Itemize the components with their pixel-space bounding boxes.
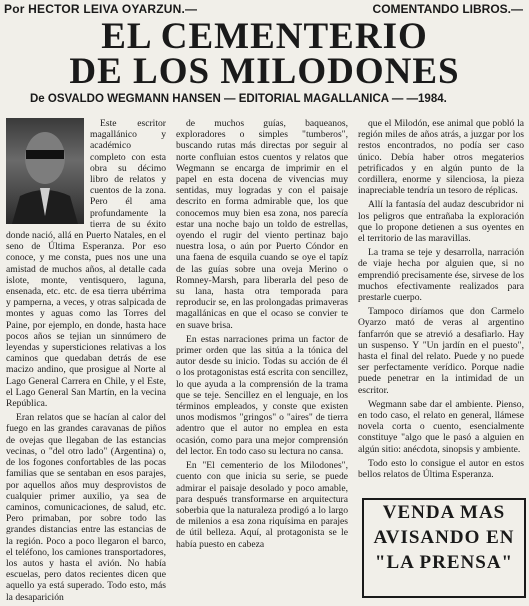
article-column-2	[176, 118, 348, 553]
ad-line-2: AVISANDO EN	[373, 527, 515, 548]
article-paragraph: Wegmann sabe dar el ambiente. Pienso, en todo caso, el relato en general, llámese novela corta o cuento, esencialmente constituye "algo que le pasó a alguien en algún sitio: anécdota, sinopsis y ambiente.	[358, 398, 524, 455]
headline-line-1: EL CEMENTERIO	[101, 16, 428, 57]
advertisement-box	[362, 498, 526, 598]
author-photo	[6, 118, 84, 224]
article-paragraph: En estas narraciones prima un factor de primer orden que las sitúa a la tónica del autor desde su inicio. Todas su acción de él o los protagonistas está escrita con sencillez, lo que ayuda a la comprensión de la trama que se teje. Sencillez en el lenguaje, en los términos empleados, y conste que existen unos modismos "gringos" o "aires" de tierra adentro que el autor no emplea en esta ocasión, como para una mejor comprensión del lector. En todo caso su lectura no cansa.	[176, 333, 348, 457]
ad-line-3: "LA PRENSA"	[374, 552, 514, 573]
article-paragraph: que el Milodón, ese animal que pobló la región miles de años atrás, a juzgar por los restos encontrados, no podía ser caso único. Debía haber otros megaterios petrificados y en algún punto de la cordillera, enorme y silenciosa, la pieza inapreciable tendría un tesoro de réplicas.	[358, 118, 524, 197]
article-paragraph: de muchos guías, baqueanos, exploradores o simples "tumberos", buscando rutas más directas por seguir al norte confluian estos cuentos y relatos que Wegmann se encarga de imprimir en el papel en esta docena de vivencias muy sentidas, muy logradas y con el paisaje descrito en forma admirable que, los que conocemos muy bien esa zona, nos parecía estar una noche bajo un toldo de estrellas, oyendo el rugir del viento pertinaz bajo nuestra losa, o aún por Puerto Cóndor en una faena de esquila cuando se oye el tapíz de las guías sobre una oveja Merino o Romney-Marsh, para liberarla del peso de su lana, hasta otra temporada para reproducir se, en las prolongadas primaveras magallánicas en que el ocaso se convier te en suave brisa.	[176, 118, 348, 331]
article-paragraph: Eran relatos que se hacían al calor del fuego en las grandes caravanas de piños de ovejas que llegaban de las estancias vecinas, o "del otro lado" (Argentina) o, de los fogones confortables de las pocas familias que se sentaban en esos parajes, por aquellos años muy desprovistos de cualquier primer auxilio, ya sea de caminos, comunicaciones, de salud, etc. Pero primaban, por sobre todo las grandes distancias entre las estancias de la región. Poco a poco llegaron el barco, el teléfono, los camiones transportadores, los autos y hasta el avión. No había escuelas, pero datos recientes dicen que aquello ya está superado. Todo esto, más la desaparición	[6, 412, 166, 603]
article-paragraph: Tampoco diríamos que don Carmelo Oyarzo mató de veras al argentino fanfarrón que se atrevió a desafiarlo. Hay un suspenso. Y "Un jardín en el puesto", hasta el final del relato. Puede y no puede ser perfectamente verídico. Porque nadie puede penetrar en la intimidad de un escritor.	[358, 306, 524, 396]
article-paragraph: Este escritor magallánico y académico completo con esta obra su décimo libro de relatos y cuentos de la zona. Pero él ama profundamente la tierra de su éxito donde nació, allá en Puerto Natales, en el seno de Última Esperanza. Por eso conoce, y me consta, pues nos une una amistad de muchos años, al detalle cada islote, monte, ventisquero, laguna, ensenada, etc. etc. de esa tierra ubérrima y pamperna, a veces, y otras salpicada de montes y aguas como las Torres del Paine, por ejemplo, en donde, hasta hace pocos años se tejian un sinnúmero de leyendas y supersticiones relativas a los caminos que quedaban detrás de ese macizo andino, que prosigue al Norte al Lago General Carrera en Chile, y el Este, el Lago General San Martín, en la vecina República.	[6, 118, 166, 410]
article-paragraph: En "El cementerio de los Milodones", cuento con que inicia su serie, se puede admirar el paisaje desolado y poco amable, para después transformarse en arquitectura soberbia que la naturaleza prodigó a lo largo de milenios a esa zona riquísima en parajes de útil belleza. Aquí, al protagonista se le había puesto en cabeza	[176, 460, 348, 550]
article-paragraph: Todo esto lo consigue el autor en estos bellos relatos de Última Esperanza.	[358, 457, 524, 481]
column-byline: Por HECTOR LEIVA OYARZUN.—	[4, 2, 198, 16]
article-paragraph: La trama se teje y desarrolla, narración de viaje hecha por alguien que, si no emprendió precisamente ése, sirvese de los muchos efectivamente realizados para prestarle cuerpo.	[358, 247, 524, 304]
article-column-3	[358, 118, 524, 483]
article-paragraph: Allí la fantasía del audaz descubridor ni los peligros que entrañaba la exploración que lo propone detienen a sus oyentes en el territorio de las maravillas.	[358, 199, 524, 245]
article-column-1	[6, 118, 166, 606]
headline-line-2: DE LOS MILODONES	[69, 51, 460, 92]
book-credit: De OSVALDO WEGMANN HANSEN — EDITORIAL MAGALLANICA — —1984.	[30, 93, 447, 105]
section-label: COMENTANDO LIBROS.—	[372, 2, 523, 16]
ad-line-1: VENDA MAS	[382, 502, 506, 523]
